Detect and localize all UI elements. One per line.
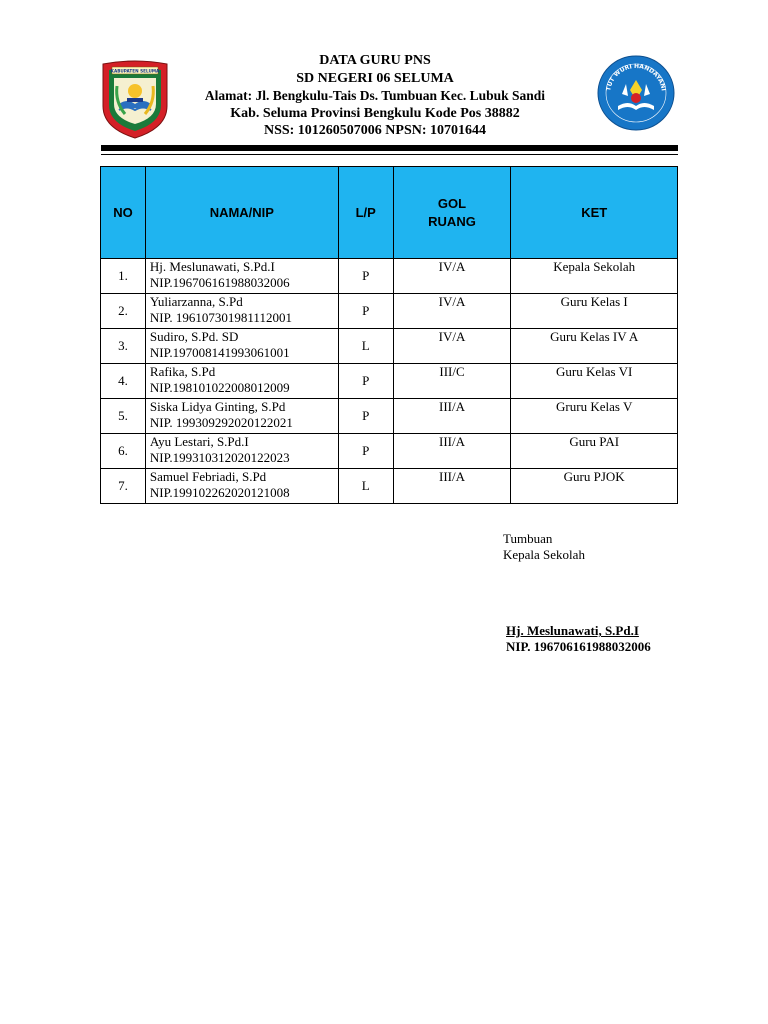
cell-no: 7. <box>101 469 146 504</box>
cell-ket: Guru Kelas VI <box>511 364 678 399</box>
signature-nip: NIP. 196706161988032006 <box>506 639 651 654</box>
cell-no: 4. <box>101 364 146 399</box>
teacher-name: Samuel Febriadi, S.Pd <box>149 469 267 484</box>
cell-no: 1. <box>101 259 146 294</box>
svg-text:TUT WURI HANDAYANI: TUT WURI HANDAYANI <box>605 62 667 92</box>
cell-no: 5. <box>101 399 146 434</box>
cell-ket: Guru PJOK <box>511 469 678 504</box>
cell-gender: P <box>338 434 393 469</box>
signature-place: Tumbuan <box>503 531 553 546</box>
table-row <box>101 399 678 434</box>
cell-gender: P <box>338 259 393 294</box>
cell-gender: L <box>338 329 393 364</box>
school-ids: NSS: 101260507006 NPSN: 10701644 <box>263 123 487 138</box>
cell-gender: P <box>338 294 393 329</box>
teacher-name: Sudiro, S.Pd. SD <box>149 329 239 344</box>
gol-line-2: RUANG <box>428 213 476 229</box>
column-header-nama-nip: NAMA/NIP <box>145 167 338 259</box>
cell-no: 2. <box>101 294 146 329</box>
cell-ket: Guru PAI <box>511 434 678 469</box>
address-line-1: Alamat: Jl. Bengkulu-Tais Ds. Tumbuan Kec. Lubuk Sandi <box>204 88 546 103</box>
teacher-nip: NIP.198101022008012009 <box>149 380 290 395</box>
cell-gol-ruang: III/A <box>393 399 511 434</box>
cell-ket: Gruru Kelas V <box>511 399 678 434</box>
teacher-name: Siska Lidya Ginting, S.Pd <box>149 399 286 414</box>
cell-nama-nip <box>145 364 338 399</box>
table-row <box>101 364 678 399</box>
cell-gender: P <box>338 399 393 434</box>
cell-gol-ruang: III/A <box>393 469 511 504</box>
teacher-name: Ayu Lestari, S.Pd.I <box>149 434 249 449</box>
column-header-no: NO <box>101 167 146 259</box>
cell-nama-nip <box>145 469 338 504</box>
letterhead-rule-thin <box>101 154 678 155</box>
cell-gol-ruang: III/A <box>393 434 511 469</box>
table-row <box>101 259 678 294</box>
signature-block <box>503 531 585 562</box>
cell-gol-ruang: IV/A <box>393 294 511 329</box>
column-header-lp: L/P <box>338 167 393 259</box>
letterhead-text <box>175 52 575 140</box>
svg-text:KABUPATEN SELUMA: KABUPATEN SELUMA <box>110 68 160 74</box>
letterhead <box>0 0 768 150</box>
signature-name: Hj. Meslunawati, S.Pd.I <box>506 623 639 638</box>
teacher-name: Yuliarzanna, S.Pd <box>149 294 243 309</box>
table-row <box>101 469 678 504</box>
teacher-nip: NIP.197008141993061001 <box>149 345 290 360</box>
table-header-row <box>101 167 678 259</box>
teacher-nip: NIP.196706161988032006 <box>149 275 290 290</box>
table-row <box>101 329 678 364</box>
cell-nama-nip <box>145 294 338 329</box>
gol-line-1: GOL <box>437 195 467 211</box>
column-header-gol-ruang <box>393 167 511 259</box>
cell-gender: P <box>338 364 393 399</box>
signature-name-block <box>506 623 651 655</box>
signature-role: Kepala Sekolah <box>503 546 585 562</box>
teacher-nip: NIP.199102262020121008 <box>149 485 290 500</box>
address-line-2: Kab. Seluma Provinsi Bengkulu Kode Pos 38882 <box>230 105 520 121</box>
cell-nama-nip <box>145 259 338 294</box>
cell-nama-nip <box>145 399 338 434</box>
teacher-nip: NIP.199310312020122023 <box>149 450 290 465</box>
letterhead-rule-thick <box>101 145 678 151</box>
cell-no: 6. <box>101 434 146 469</box>
kabupaten-seluma-logo <box>99 58 171 140</box>
cell-no: 3. <box>101 329 146 364</box>
teacher-nip: NIP. 199309292020122021 <box>149 415 293 430</box>
school-name: SD NEGERI 06 SELUMA <box>296 70 454 86</box>
teacher-name: Rafika, S.Pd <box>149 364 216 379</box>
column-header-ket: KET <box>511 167 678 259</box>
table-row <box>101 294 678 329</box>
cell-gol-ruang: IV/A <box>393 259 511 294</box>
teacher-table <box>100 166 678 504</box>
cell-nama-nip <box>145 434 338 469</box>
document-title: DATA GURU PNS <box>319 53 431 68</box>
table-row <box>101 434 678 469</box>
cell-ket: Guru Kelas IV A <box>511 329 678 364</box>
cell-nama-nip <box>145 329 338 364</box>
cell-gender: L <box>338 469 393 504</box>
cell-gol-ruang: IV/A <box>393 329 511 364</box>
cell-gol-ruang: III/C <box>393 364 511 399</box>
tut-wuri-handayani-logo <box>596 54 676 132</box>
cell-ket: Kepala Sekolah <box>511 259 678 294</box>
teacher-nip: NIP. 196107301981112001 <box>149 310 292 325</box>
cell-ket: Guru Kelas I <box>511 294 678 329</box>
teacher-name: Hj. Meslunawati, S.Pd.I <box>149 259 275 274</box>
